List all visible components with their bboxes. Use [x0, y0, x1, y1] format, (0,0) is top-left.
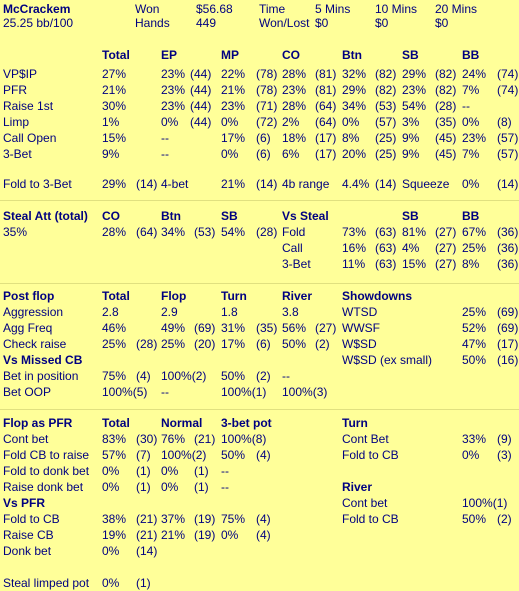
section-title: Flop as PFR: [3, 416, 73, 430]
sample-count: (44): [190, 83, 212, 97]
stat-value: 54%: [221, 225, 246, 239]
hands-label: Hands: [135, 16, 170, 30]
stat-value: 0%: [462, 448, 480, 462]
stat-value: 9%: [402, 147, 420, 161]
stat-value: 29%: [342, 83, 367, 97]
stat-value: 31%: [221, 321, 246, 335]
sample-count: (4): [256, 512, 271, 526]
column-header: Btn: [342, 48, 362, 62]
sample-count: (27): [435, 225, 457, 239]
column-header: SB: [221, 209, 238, 223]
fourbet-label: 4-bet: [161, 177, 189, 191]
stat-value: 100%(1): [221, 385, 267, 399]
sample-count: (71): [256, 99, 278, 113]
stat-value: 25%: [102, 337, 127, 351]
stat-total: 27%: [102, 67, 127, 81]
stat-label: W$SD (ex small): [342, 353, 433, 367]
stat-value: 11%: [342, 257, 366, 271]
stat-label: Raise donk bet: [3, 480, 84, 494]
sample-count: (44): [190, 99, 212, 113]
stat-value: 24%: [462, 67, 487, 81]
stat-total: 1%: [102, 115, 120, 129]
stat-label: Aggression: [3, 305, 64, 319]
stat-label: 3-Bet: [3, 147, 32, 161]
sample-count: (1): [194, 480, 209, 494]
column-header: MP: [221, 48, 239, 62]
stat-value: 34%: [342, 99, 367, 113]
sample-count: (21): [136, 512, 158, 526]
sample-count: (63): [375, 241, 397, 255]
stat-value: 50%: [221, 448, 246, 462]
stat-value: 100%(8): [221, 432, 267, 446]
stat-value: 25%: [462, 305, 487, 319]
fold-3bet-value: 29%: [102, 177, 127, 191]
column-header: Turn: [221, 289, 247, 303]
squeeze-label: Squeeze: [402, 177, 450, 191]
stat-value: 52%: [462, 321, 487, 335]
section-title: Vs Missed CB: [3, 353, 83, 367]
stat-value: 2.9: [161, 305, 178, 319]
stat-value: 34%: [161, 225, 186, 239]
stat-value: 18%: [282, 131, 307, 145]
stat-label: W$SD: [342, 337, 377, 351]
column-header: Total: [102, 289, 130, 303]
stat-label: Raise CB: [3, 528, 54, 542]
stat-value: 23%: [161, 67, 186, 81]
stat-label: Fold to CB: [3, 512, 60, 526]
sample-count: (4): [256, 448, 271, 462]
stat-value: 46%: [102, 321, 127, 335]
stat-value: 37%: [161, 512, 186, 526]
stat-value: 23%: [161, 83, 186, 97]
sample-count: (36): [497, 241, 519, 255]
stat-label: Fold to CB: [342, 512, 399, 526]
stat-value: 0%: [161, 464, 179, 478]
sample-count: (81): [315, 83, 337, 97]
sample-count: (2): [497, 512, 512, 526]
section-title: River: [342, 480, 373, 494]
stat-value: 28%: [282, 67, 307, 81]
column-header: CO: [282, 48, 300, 62]
sample-count: (74): [497, 67, 519, 81]
sample-count: (4): [136, 369, 151, 383]
sample-count: (74): [497, 83, 519, 97]
stat-label: WTSD: [342, 305, 378, 319]
stat-value: --: [462, 99, 470, 113]
stat-value: --: [161, 385, 169, 399]
sample-count: (36): [497, 225, 519, 239]
fourbet-range-value: 4.4%: [342, 177, 370, 191]
bb-per-100: 25.25 bb/100: [3, 16, 74, 30]
section-title: Turn: [342, 416, 368, 430]
sample-count: (69): [194, 321, 216, 335]
sample-count: (82): [435, 83, 457, 97]
column-header: SB: [402, 209, 419, 223]
stat-value: --: [282, 369, 290, 383]
stat-value: 16%: [342, 241, 367, 255]
column-header: BB: [462, 48, 480, 62]
stat-value: 100%(2): [161, 448, 207, 462]
stat-value: --: [161, 147, 169, 161]
stat-value: 28%: [102, 225, 127, 239]
stat-value: 67%: [462, 225, 487, 239]
player-name: McCrackem: [3, 2, 71, 16]
val-10-mins: $0: [375, 16, 389, 30]
stat-value: 25%: [161, 337, 186, 351]
column-header: BB: [462, 209, 480, 223]
sample-count: (36): [497, 257, 519, 271]
time-label: Time: [259, 2, 286, 16]
sample-count: (4): [256, 528, 271, 542]
column-header: Btn: [161, 209, 181, 223]
stat-value: 7%: [462, 83, 480, 97]
wonlost-value: $0: [315, 16, 329, 30]
stat-value: 0%: [342, 115, 360, 129]
section-title: Vs Steal: [282, 209, 329, 223]
fold-3bet-count: (14): [136, 177, 158, 191]
divider: [0, 409, 519, 410]
fold-3bet-label: Fold to 3-Bet: [3, 177, 72, 191]
sample-count: (21): [194, 432, 216, 446]
stat-value: 19%: [102, 528, 127, 542]
sample-count: (28): [435, 99, 457, 113]
stat-value: 0%: [102, 464, 120, 478]
sample-count: (25): [375, 147, 397, 161]
stat-value: 3.8: [282, 305, 299, 319]
stat-label: Bet OOP: [3, 385, 52, 399]
stat-value: 100%(3): [282, 385, 328, 399]
stat-value: 23%: [402, 83, 427, 97]
stat-value: 21%: [221, 83, 246, 97]
hands-value: 449: [196, 16, 217, 30]
stat-value: 29%: [402, 67, 427, 81]
stat-value: 4%: [402, 241, 420, 255]
stat-value: 32%: [342, 67, 367, 81]
column-header: Total: [102, 416, 130, 430]
sample-count: (2): [315, 337, 330, 351]
stat-value: 76%: [161, 432, 186, 446]
sample-count: (21): [136, 528, 158, 542]
sample-count: (1): [136, 576, 151, 590]
col-10-mins: 10 Mins: [375, 2, 418, 16]
sample-count: (9): [497, 432, 512, 446]
val-20-mins: $0: [435, 16, 449, 30]
won-label: Won: [135, 2, 160, 16]
fourbet-count: (14): [256, 177, 278, 191]
sample-count: (64): [136, 225, 158, 239]
stat-label: Fold to CB: [342, 448, 399, 462]
stat-value: 54%: [402, 99, 427, 113]
steal-total: 35%: [3, 225, 28, 239]
stat-value: 50%: [462, 512, 487, 526]
sample-count: (27): [435, 241, 457, 255]
stat-label: Call Open: [3, 131, 57, 145]
sample-count: (6): [256, 147, 271, 161]
sample-count: (1): [194, 464, 209, 478]
sample-count: (28): [256, 225, 278, 239]
sample-count: (19): [194, 528, 216, 542]
sample-count: (81): [315, 67, 337, 81]
stat-label: Raise 1st: [3, 99, 54, 113]
sample-count: (82): [375, 67, 397, 81]
stat-value: 0%: [161, 115, 179, 129]
divider: [0, 283, 519, 284]
stat-value: 100%(5): [102, 385, 148, 399]
sample-count: (25): [375, 131, 397, 145]
sample-count: (3): [497, 448, 512, 462]
stat-value: 0%: [102, 576, 120, 590]
wonlost-label: Won/Lost: [259, 16, 310, 30]
sample-count: (44): [190, 115, 212, 129]
stat-value: 2%: [282, 115, 300, 129]
section-title: Steal Att (total): [3, 209, 88, 223]
stat-label: 3-Bet: [282, 257, 311, 271]
stat-value: 17%: [221, 131, 246, 145]
stat-label: Fold CB to raise: [3, 448, 90, 462]
stat-value: 75%: [221, 512, 246, 526]
sample-count: (44): [190, 67, 212, 81]
stat-value: 23%: [282, 83, 307, 97]
fourbet-value: 21%: [221, 177, 246, 191]
stat-value: 0%: [462, 115, 480, 129]
stat-value: 8%: [462, 257, 480, 271]
stat-label: Donk bet: [3, 544, 52, 558]
stat-label: Limp: [3, 115, 30, 129]
column-header: 3-bet pot: [221, 416, 272, 430]
stat-value: 25%: [462, 241, 487, 255]
stat-value: 50%: [282, 337, 307, 351]
stat-value: 57%: [102, 448, 127, 462]
sample-count: (1): [136, 480, 151, 494]
section-title: Showdowns: [342, 289, 412, 303]
stat-value: 0%: [221, 528, 239, 542]
stat-value: --: [161, 131, 169, 145]
stat-value: 0%: [102, 544, 120, 558]
stat-value: 47%: [462, 337, 487, 351]
stat-total: 21%: [102, 83, 127, 97]
squeeze-count: (14): [497, 177, 519, 191]
sample-count: (17): [315, 147, 337, 161]
stat-value: 38%: [102, 512, 127, 526]
won-value: $56.68: [196, 2, 233, 16]
stat-value: 21%: [161, 528, 186, 542]
stat-value: 8%: [342, 131, 360, 145]
sample-count: (45): [435, 131, 457, 145]
sample-count: (64): [315, 115, 337, 129]
stat-value: 22%: [221, 67, 246, 81]
stat-value: --: [221, 464, 229, 478]
stat-value: 0%: [161, 480, 179, 494]
stat-value: 0%: [221, 147, 239, 161]
sample-count: (35): [256, 321, 278, 335]
stat-label: Bet in position: [3, 369, 79, 383]
column-header: Normal: [161, 416, 203, 430]
sample-count: (64): [315, 99, 337, 113]
stat-label: Agg Freq: [3, 321, 53, 335]
sample-count: (17): [497, 337, 519, 351]
sample-count: (16): [497, 353, 519, 367]
stat-label: Steal limped pot: [3, 576, 90, 590]
stat-label: WWSF: [342, 321, 380, 335]
column-header: River: [282, 289, 313, 303]
sample-count: (63): [375, 257, 397, 271]
stat-value: 1.8: [221, 305, 238, 319]
sample-count: (57): [497, 131, 519, 145]
stat-label: Cont Bet: [342, 432, 389, 446]
stat-label: Fold to donk bet: [3, 464, 90, 478]
stat-value: 2.8: [102, 305, 119, 319]
stat-value: 50%: [221, 369, 246, 383]
stat-value: 33%: [462, 432, 487, 446]
sample-count: (82): [435, 67, 457, 81]
col-20-mins: 20 Mins: [435, 2, 478, 16]
sample-count: (6): [256, 337, 271, 351]
sample-count: (27): [315, 321, 337, 335]
stat-label: Check raise: [3, 337, 67, 351]
column-header: Flop: [161, 289, 187, 303]
sample-count: (72): [256, 115, 278, 129]
stat-total: 30%: [102, 99, 127, 113]
sample-count: (82): [375, 83, 397, 97]
stat-value: 75%: [102, 369, 127, 383]
stat-value: 17%: [221, 337, 246, 351]
sample-count: (63): [375, 225, 397, 239]
sample-count: (45): [435, 147, 457, 161]
stat-label: Cont bet: [342, 496, 388, 510]
column-header: Total: [102, 48, 130, 62]
sample-count: (78): [256, 83, 278, 97]
sample-count: (53): [375, 99, 397, 113]
stat-value: 0%: [221, 115, 239, 129]
stat-value: --: [221, 480, 229, 494]
stat-label: PFR: [3, 83, 27, 97]
stat-value: 83%: [102, 432, 127, 446]
stat-total: 15%: [102, 131, 127, 145]
stat-value: 23%: [462, 131, 487, 145]
stat-label: Call: [282, 241, 303, 255]
fourbet-range-label: 4b range: [282, 177, 330, 191]
col-5-mins: 5 Mins: [315, 2, 351, 16]
sample-count: (27): [435, 257, 457, 271]
stat-value: 73%: [342, 225, 367, 239]
sample-count: (7): [136, 448, 151, 462]
stat-value: 49%: [161, 321, 186, 335]
sample-count: (6): [256, 131, 271, 145]
sample-count: (30): [136, 432, 158, 446]
sample-count: (20): [194, 337, 216, 351]
column-header: EP: [161, 48, 178, 62]
section-title: Post flop: [3, 289, 55, 303]
sample-count: (14): [136, 544, 158, 558]
stat-total: 9%: [102, 147, 120, 161]
stat-value: 100%(1): [462, 496, 508, 510]
sample-count: (17): [315, 131, 337, 145]
sample-count: (35): [435, 115, 457, 129]
sample-count: (1): [136, 464, 151, 478]
stat-value: 15%: [402, 257, 427, 271]
stat-value: 81%: [402, 225, 427, 239]
sample-count: (8): [497, 115, 512, 129]
stat-value: 56%: [282, 321, 307, 335]
column-header: CO: [102, 209, 120, 223]
sample-count: (19): [194, 512, 216, 526]
sample-count: (2): [256, 369, 271, 383]
sample-count: (53): [194, 225, 216, 239]
stat-label: Fold: [282, 225, 306, 239]
sample-count: (69): [497, 321, 519, 335]
stat-value: 0%: [102, 480, 120, 494]
stat-value: 50%: [462, 353, 487, 367]
stat-value: 100%(2): [161, 369, 207, 383]
section-title: Vs PFR: [3, 496, 46, 510]
stat-value: 6%: [282, 147, 300, 161]
sample-count: (78): [256, 67, 278, 81]
stat-value: 20%: [342, 147, 367, 161]
stat-value: 23%: [161, 99, 186, 113]
stat-value: 28%: [282, 99, 307, 113]
sample-count: (28): [136, 337, 158, 351]
sample-count: (69): [497, 305, 519, 319]
fourbet-range-count: (14): [375, 177, 397, 191]
divider: [0, 200, 519, 201]
stat-label: Cont bet: [3, 432, 49, 446]
stat-value: 3%: [402, 115, 420, 129]
stat-label: VP$IP: [3, 67, 38, 81]
squeeze-value: 0%: [462, 177, 480, 191]
stat-value: 7%: [462, 147, 480, 161]
sample-count: (57): [497, 147, 519, 161]
stat-value: 9%: [402, 131, 420, 145]
sample-count: (57): [375, 115, 397, 129]
column-header: SB: [402, 48, 419, 62]
stat-value: 23%: [221, 99, 246, 113]
